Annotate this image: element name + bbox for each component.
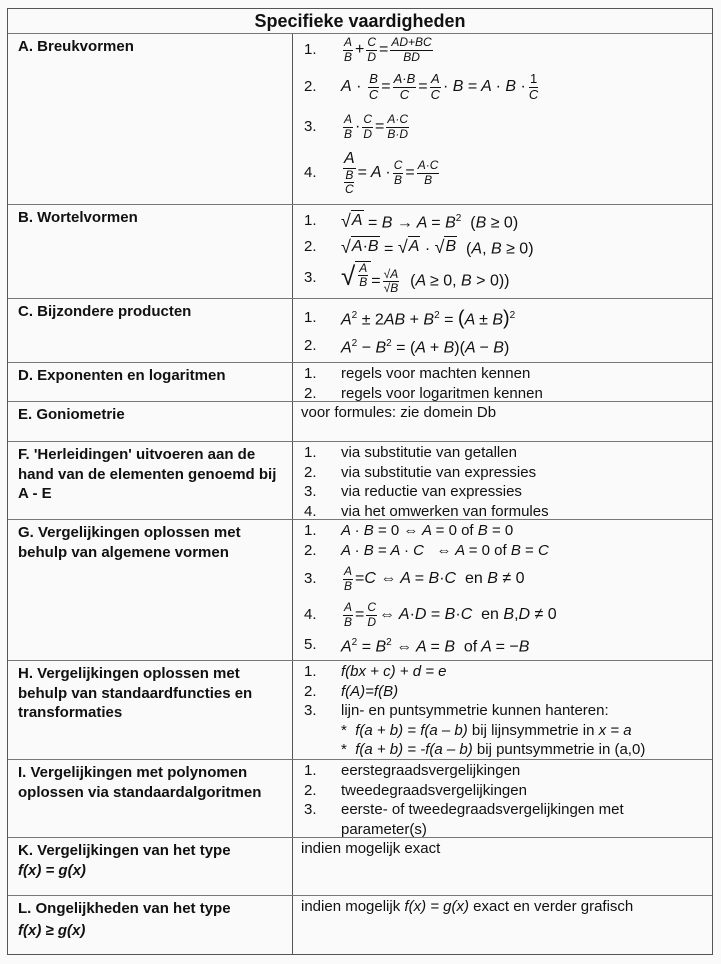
table-title: Specifieke vaardigheden xyxy=(8,9,712,34)
list-item: 1. via substitutie van getallen xyxy=(304,444,517,461)
row-d-exponenten xyxy=(8,363,712,402)
formula: $\frac{A}{B}$ =C ⇔ A = B·C en B ≠ 0 xyxy=(344,564,525,593)
list-item: 3. √ $\frac{A}{B}$ = $\frac{√A}{√B}$ (A ≥ 0, B > 0)) xyxy=(301,260,708,296)
row-content xyxy=(293,363,712,401)
row-f-herleidingen xyxy=(8,442,712,520)
row-content xyxy=(293,760,712,837)
list-item: 2. A · B = A · C ⇔ A = 0 of B = C xyxy=(301,541,708,561)
row-label: C. Bijzondere producten xyxy=(8,299,293,362)
row-content xyxy=(293,838,712,895)
list-item: 1. √ A = $B \to A = B^2$ (B ≥ 0) xyxy=(301,208,708,234)
list-item: 1. regels voor machten kennen xyxy=(304,365,531,382)
formula: $A^2 - B^2 = (A + B)(A - B)$ xyxy=(341,338,510,357)
row-content xyxy=(293,205,712,298)
row-label: B. Wortelvormen xyxy=(8,205,293,298)
row-content: indien mogelijk f(x) = g(x) exact en verder grafisch xyxy=(301,898,634,915)
formula: $\frac{A}{B}$ · $\frac{C}{D}$ = $\frac{A\cdot C}{B\cdot D}$ xyxy=(344,112,409,141)
formula: A · B = 0 ⇔ A = 0 of B = 0 xyxy=(341,522,514,540)
row-l-ongelijkheden-type xyxy=(8,896,712,954)
row-h-standaardfuncties xyxy=(8,661,712,760)
row-c-bijzondere-producten xyxy=(8,299,712,363)
row-label: D. Exponenten en logaritmen xyxy=(8,363,293,401)
formula: √ A = $B \to A = B^2$ (B ≥ 0) xyxy=(341,211,519,232)
row-g-algemene-vormen xyxy=(8,520,712,661)
row-a-breukvormen xyxy=(8,34,712,205)
formula: √ $\frac{A}{B}$ = $\frac{√A}{√B}$ (A ≥ 0, B > 0)) xyxy=(341,261,510,295)
list-item: 2. regels voor logaritmen kennen xyxy=(304,384,543,402)
row-label: K. Vergelijkingen van het type f(x) = g(x) xyxy=(8,838,293,895)
row-content xyxy=(293,402,712,441)
list-item: 1. f(bx + c) + d = e xyxy=(304,663,447,680)
list-item: 4. via het omwerken van formules xyxy=(304,502,549,520)
list-item: 2. A · $\frac{B}{C}$ = $\frac{A\cdot B}{C}$ = $\frac{A}{C}$ · B = A · B · $\frac{1}{C}$ xyxy=(301,65,708,109)
row-content xyxy=(293,34,712,204)
row-k-vergelijkingen-type xyxy=(8,838,712,896)
row-label: H. Vergelijkingen oplossen met behulp van standaardfuncties en transformaties xyxy=(8,661,293,759)
row-b-wortelvormen xyxy=(8,205,712,299)
formula: √ A·B = √ A · √ B (A, B ≥ 0) xyxy=(341,237,534,257)
skills-table xyxy=(7,8,713,955)
list-item: 4. $\frac{A}{B}$ = $\frac{C}{D}$ ⇔ A·D = B·C en B,D ≠ 0 xyxy=(301,597,708,633)
row-content xyxy=(293,299,712,362)
list-item: 2. f(A)=f(B) xyxy=(304,682,399,700)
list-item: 2. via substitutie van expressies xyxy=(304,463,537,481)
row-label: F. 'Herleidingen' uitvoeren aan de hand van de elementen genoemd bij A - E xyxy=(8,442,293,519)
row-content xyxy=(293,520,712,660)
list-item: 1. eerstegraadsvergelijkingen xyxy=(304,762,521,779)
formula: $\frac{A}{B}$ = $\frac{C}{D}$ ⇔ A·D = B·C en B,D ≠ 0 xyxy=(344,600,557,629)
row-label: L. Ongelijkheden van het type f(x) ≥ g(x) xyxy=(8,896,293,954)
row-label: A. Breukvormen xyxy=(8,34,293,204)
row-label: I. Vergelijkingen met polynomen oplossen via standaardalgoritmen xyxy=(8,760,293,837)
sub-item: * f(a + b) = -f(a – b) bij puntsymmetrie in (a,0) xyxy=(341,741,646,758)
row-content xyxy=(293,442,712,519)
formula: $A^2 = B^2$ ⇔ A = B of A = −B xyxy=(341,637,530,656)
formula: A · $\frac{B}{C}$ = $\frac{A\cdot B}{C}$ = $\frac{A}{C}$ · B = A · B · $\frac{1}{C}$ xyxy=(341,71,539,102)
formula: $A^2 \pm 2AB + B^2 = (A \pm B)^2$ xyxy=(341,307,516,330)
sub-item: * f(a + b) = f(a – b) bij lijnsymmetrie in x = a xyxy=(341,721,632,739)
formula: $\frac{A}{B}$ + $\frac{C}{D}$ = $\frac{AD+BC}{BD}$ xyxy=(344,35,432,64)
list-item: 3. $\frac{A}{B}$ · $\frac{C}{D}$ = $\frac{A\cdot C}{B\cdot D}$ xyxy=(301,109,708,145)
list-item: 2. $A^2 - B^2 = (A + B)(A - B)$ xyxy=(301,333,708,359)
row-content xyxy=(293,661,712,759)
list-item: 3. via reductie van expressies xyxy=(304,483,522,500)
list-item: 1. A · B = 0 ⇔ A = 0 of B = 0 xyxy=(301,521,708,541)
formula: A · B = A · C ⇔ A = 0 of B = C xyxy=(341,542,549,560)
list-item: 3. eerste- of tweedegraadsvergelijkingen met parameter(s) xyxy=(304,801,624,838)
list-item: 2. √ A·B = √ A · √ B (A, B ≥ 0) xyxy=(301,234,708,260)
list-item: 5. $A^2 = B^2$ ⇔ A = B of A = −B xyxy=(301,633,708,657)
row-label: E. Goniometrie xyxy=(8,402,293,441)
row-text: voor formules: zie domein Db xyxy=(301,404,497,421)
list-item: 1. $\frac{A}{B}$ + $\frac{C}{D}$ = $\frac{AD+BC}{BD}$ xyxy=(301,35,708,65)
list-item: 3. $\frac{A}{B}$ =C ⇔ A = B·C en B ≠ 0 xyxy=(301,561,708,597)
list-item: 1. $A^2 \pm 2AB + B^2 = (A \pm B)^2$ xyxy=(301,303,708,333)
row-text: indien mogelijk exact xyxy=(301,840,441,857)
formula: $\frac{A}{\frac{B}{C}}$ = A · $\frac{C}{B}$ = $\frac{A\cdot C}{B}$ xyxy=(344,150,439,196)
row-label: G. Vergelijkingen oplossen met behulp van algemene vormen xyxy=(8,520,293,660)
list-item: 3. lijn- en puntsymmetrie kunnen hanteren: xyxy=(304,702,609,719)
list-item: 2. tweedegraadsvergelijkingen xyxy=(304,781,527,799)
row-e-goniometrie xyxy=(8,402,712,442)
row-i-polynomen xyxy=(8,760,712,838)
list-item: 4. $\frac{A}{\frac{B}{C}}$ = A · $\frac{C}{B}$ = $\frac{A\cdot C}{B}$ xyxy=(301,145,708,201)
